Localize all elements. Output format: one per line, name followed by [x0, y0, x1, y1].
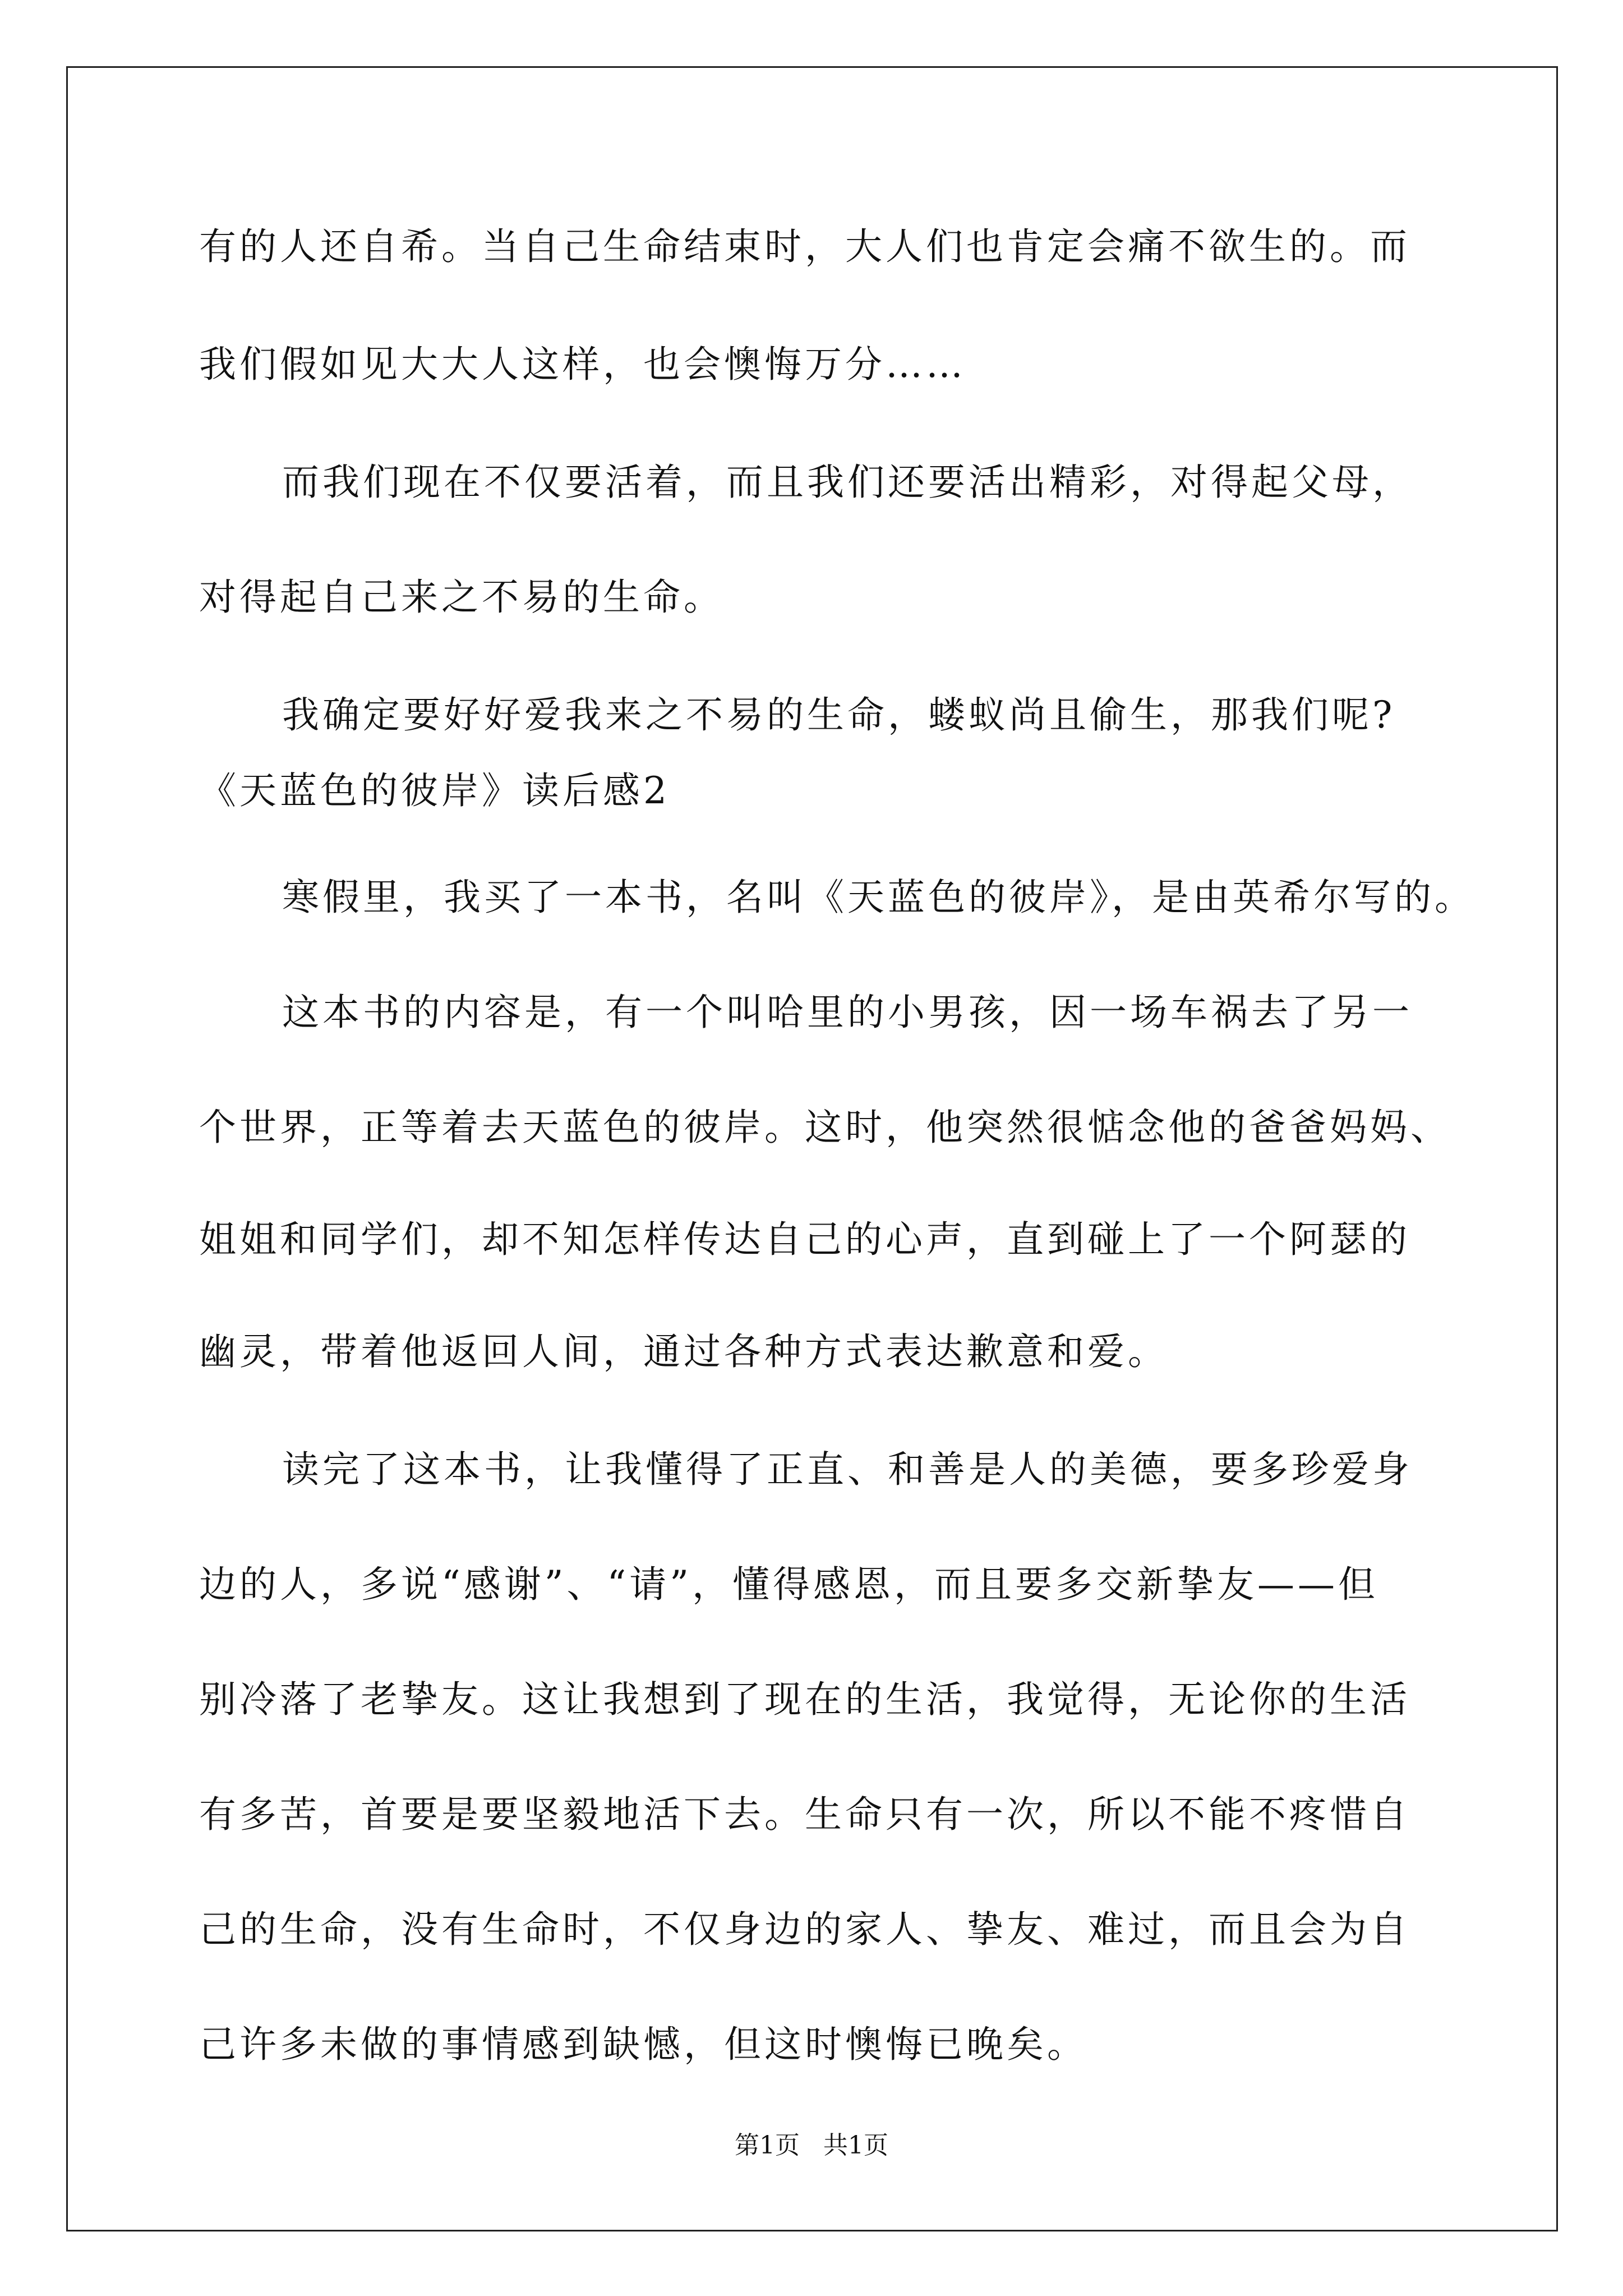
page-footer: [0, 2129, 1623, 2162]
text-line: 有的人还自希。当自己生命结束时，大人们也肯定会痛不欲生的。而: [199, 225, 1410, 268]
text-line: 己的生命，没有生命时，不仅身边的家人、挚友、难过，而且会为自: [199, 1908, 1410, 1951]
text-line: 己许多未做的事情感到缺憾，但这时懊悔已晚矣。: [199, 2023, 1087, 2066]
page-number: 第1页: [735, 2131, 800, 2160]
paragraph-start: 而我们现在不仅要活着，而且我们还要活出精彩，对得起父母，: [282, 461, 1413, 504]
paragraph-start: 我确定要好好爱我来之不易的生命，蝼蚁尚且偷生，那我们呢?: [282, 693, 1396, 737]
text-line: 我们假如见大大人这样，也会懊悔万分……: [199, 343, 966, 386]
text-line: 对得起自己来之不易的生命。: [199, 576, 724, 619]
text-line: 有多苦，首要是要坚毅地活下去。生命只有一次，所以不能不疼惜自: [199, 1793, 1410, 1836]
paragraph-start: 读完了这本书，让我懂得了正直、和善是人的美德，要多珍爱身: [282, 1448, 1413, 1491]
text-line: 姐姐和同学们，却不知怎样传达自己的心声，直到碰上了一个阿瑟的: [199, 1218, 1410, 1261]
text-line: 边的人，多说“感谢”、“请”，懂得感恩，而且要多交新挚友——但: [199, 1563, 1378, 1606]
text-line: 别冷落了老挚友。这让我想到了现在的生活，我觉得，无论你的生活: [199, 1678, 1410, 1721]
text-line: 个世界，正等着去天蓝色的彼岸。这时，他突然很惦念他的爸爸妈妈、: [199, 1106, 1451, 1149]
paragraph-start: 这本书的内容是，有一个叫哈里的小男孩，因一场车祸去了另一: [282, 991, 1413, 1034]
paragraph-start: 寒假里，我买了一本书，名叫《天蓝色的彼岸》，是由英希尔写的。: [282, 876, 1475, 919]
page-total: 共1页: [823, 2131, 888, 2160]
text-line: 幽灵，带着他返回人间，通过各种方式表达歉意和爱。: [199, 1330, 1168, 1373]
section-heading: 《天蓝色的彼岸》读后感2: [199, 769, 670, 812]
